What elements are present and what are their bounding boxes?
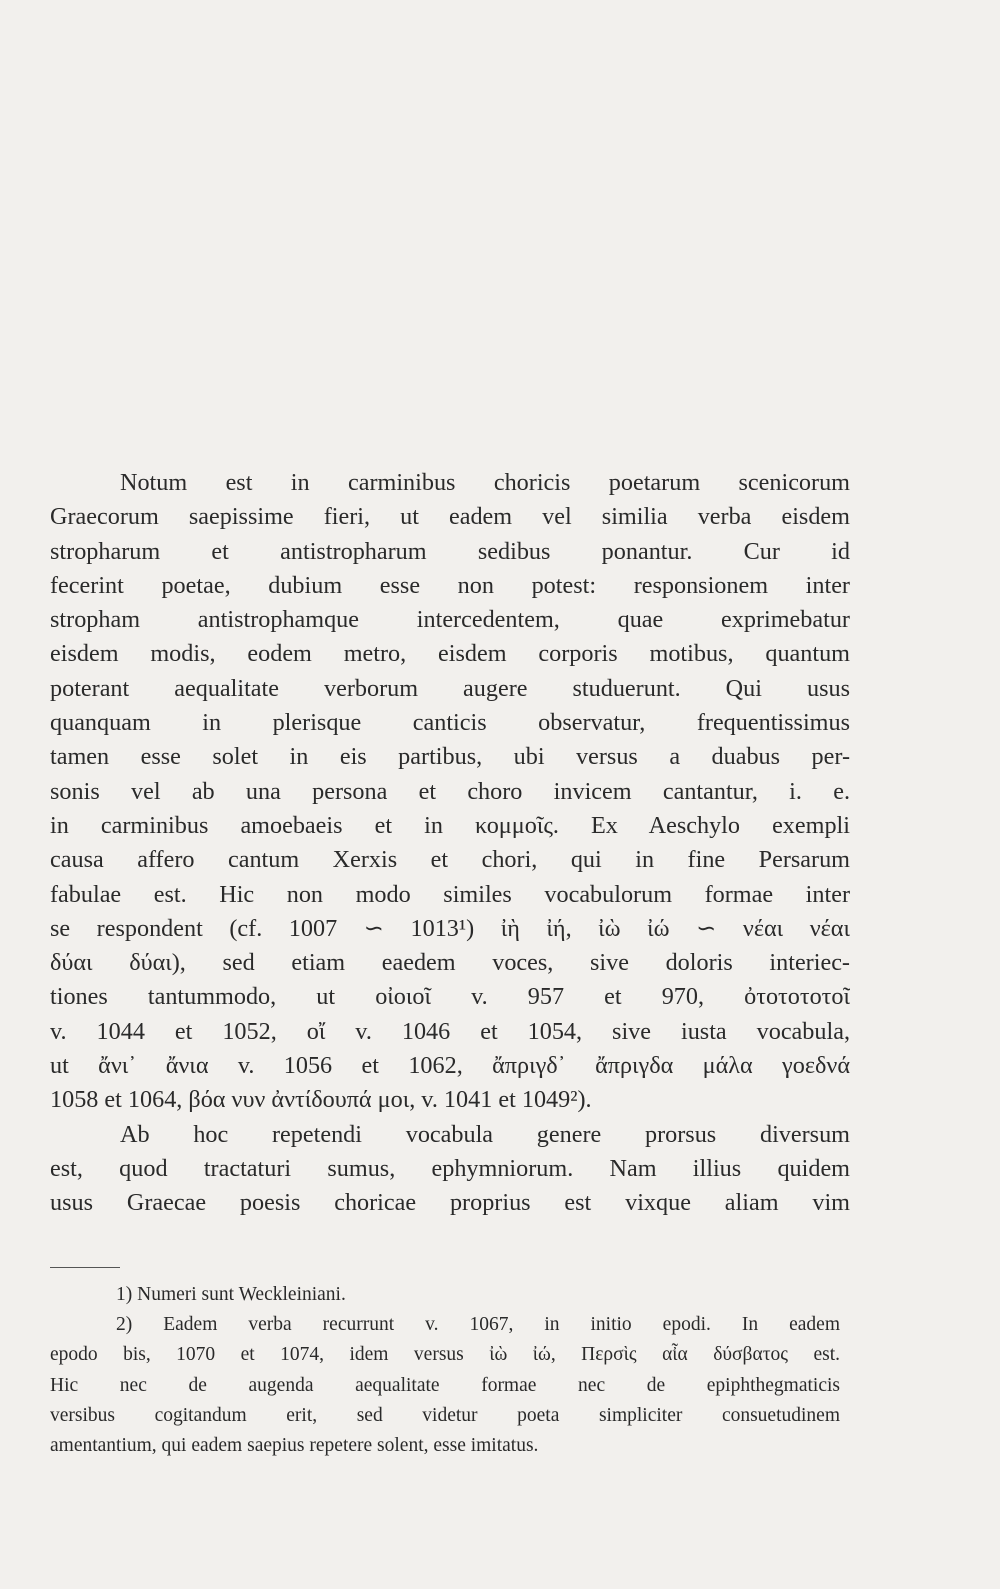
paragraph-1-line: stropham antistrophamque intercedentem, quae exprimebatur	[50, 606, 850, 634]
paragraph-1-line: se respondent (cf. 1007 ∽ 1013¹) ἰὴ ἰή, ἰὼ ἰώ ∽ νέαι νέαι	[50, 914, 850, 942]
footnote-divider	[50, 1267, 120, 1268]
paragraph-1-line: eisdem modis, eodem metro, eisdem corporis motibus, quantum	[50, 640, 850, 668]
paragraph-1-line: fecerint poetae, dubium esse non potest: responsionem inter	[50, 571, 850, 599]
footnote-line: Hic nec de augenda aequalitate formae nec de epiphthegmaticis	[50, 1374, 840, 1396]
paragraph-1-line: sonis vel ab una persona et choro invicem cantantur, i. e.	[50, 777, 850, 805]
footnote-line: 2) Eadem verba recurrunt v. 1067, in initio epodi. In eadem	[116, 1314, 840, 1336]
paragraph-1-line: v. 1044 et 1052, οἴ v. 1046 et 1054, sive iusta vocabula,	[50, 1017, 850, 1045]
paragraph-1-line: in carminibus amoebaeis et in κομμοῖς. Ex Aeschylo exempli	[50, 811, 850, 839]
paragraph-1-line: Notum est in carminibus choricis poetarum scenicorum	[120, 469, 850, 496]
paragraph-1-line: ut ἄνι᾽ ἄνια v. 1056 et 1062, ἄπριγδ᾽ ἄπριγδα μάλα γοεδνά	[50, 1052, 850, 1080]
paragraph-1-line: δύαι δύαι), sed etiam eaedem voces, sive doloris interiec-	[50, 949, 850, 977]
paragraph-1-line: fabulae est. Hic non modo similes vocabulorum formae inter	[50, 880, 850, 908]
paragraph-1-line: tiones tantummodo, ut οἰοιοῖ v. 957 et 970, ὀτοτοτοτοῖ	[50, 983, 850, 1011]
footnote-line: epodo bis, 1070 et 1074, idem versus ἰὼ ἰώ, Περσὶς αἶα δύσβατος est.	[50, 1344, 840, 1366]
footnote-line: amentantium, qui eadem saepius repetere solent, esse imitatus.	[50, 1434, 539, 1456]
paragraph-2-line: Ab hoc repetendi vocabula genere prorsus diversum	[120, 1120, 850, 1148]
paragraph-2-line: usus Graecae poesis choricae proprius est vixque aliam vim	[50, 1189, 850, 1217]
footnotes	[50, 1280, 840, 1461]
paragraph-1-line: tamen esse solet in eis partibus, ubi versus a duabus per-	[50, 743, 850, 771]
paragraph-1-line: Graecorum saepissime fieri, ut eadem vel similia verba eisdem	[50, 503, 850, 531]
main-text	[50, 466, 850, 1221]
paragraph-1-line: 1058 et 1064, βόα νυν ἀντίδουπά μοι, v. 1041 et 1049²).	[50, 1086, 592, 1114]
bleed-through-shadow	[62, 160, 852, 424]
paragraph-2-line: est, quod tractaturi sumus, ephymniorum. Nam illius quidem	[50, 1154, 850, 1182]
footnote-line: versibus cogitandum erit, sed videtur poeta simpliciter consuetudinem	[50, 1404, 840, 1426]
paragraph-1-line: quanquam in plerisque canticis observatur, frequentissimus	[50, 709, 850, 737]
paragraph-1-line: causa affero cantum Xerxis et chori, qui in fine Persarum	[50, 846, 850, 874]
paragraph-1-line: poterant aequalitate verborum augere studuerunt. Qui usus	[50, 674, 850, 702]
footnote-line: 1) Numeri sunt Weckleiniani.	[116, 1284, 346, 1305]
paragraph-1-line: stropharum et antistropharum sedibus ponantur. Cur id	[50, 537, 850, 565]
